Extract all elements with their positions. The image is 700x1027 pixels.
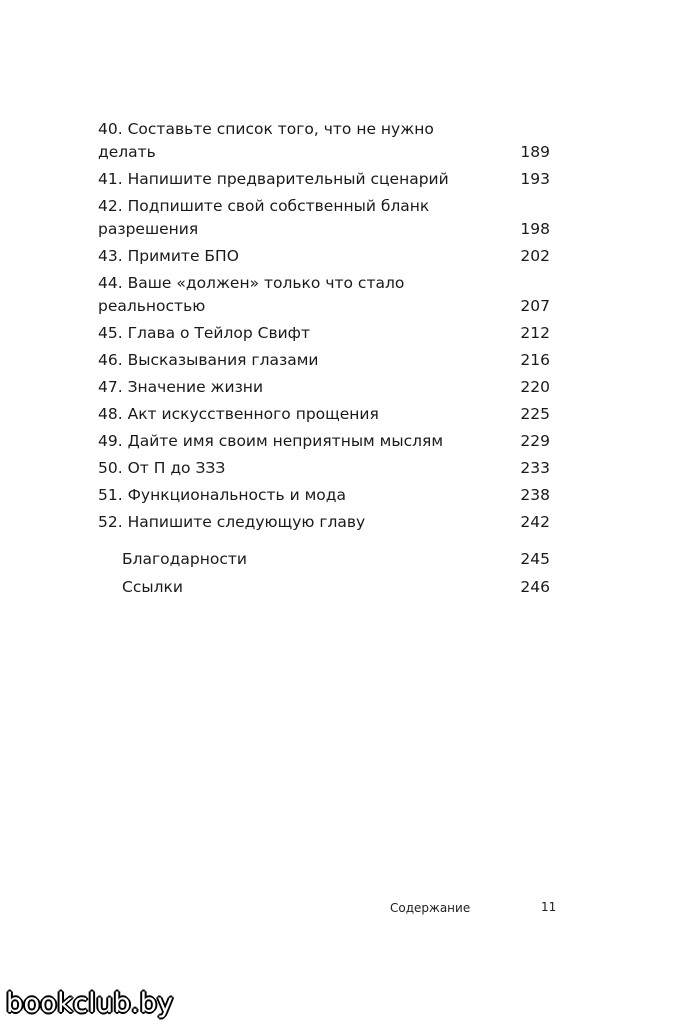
toc-entry-number: 42. (98, 197, 123, 215)
toc-entry-page: 233 (520, 459, 550, 477)
toc-entry-40 (98, 118, 550, 164)
toc-entry-46 (98, 349, 550, 372)
toc-entry-page: 193 (520, 170, 550, 188)
toc-entry-52 (98, 511, 550, 534)
toc-entry-title: Ссылки (122, 578, 183, 596)
toc-entry-41 (98, 168, 550, 191)
toc-entry-title: Составьте список того, что не нужно (127, 120, 434, 138)
running-footer-page-number: 11 (541, 900, 557, 914)
toc-entry-47 (98, 376, 550, 399)
toc-entry-title: Дайте имя своим неприятным мыслям (127, 432, 444, 450)
toc-entry-43 (98, 245, 550, 268)
toc-entry-title: От П до ЗЗЗ (127, 459, 226, 477)
toc-entry-references (98, 576, 550, 599)
toc-entry-page: 246 (520, 578, 550, 596)
toc-entry-title: Значение жизни (127, 378, 264, 396)
toc-entry-number: 50. (98, 459, 123, 477)
toc-entry-page: 242 (520, 513, 550, 531)
toc-entry-number: 40. (98, 120, 123, 138)
toc-entry-page: 238 (520, 486, 550, 504)
toc-entry-42 (98, 195, 550, 241)
toc-entry-45 (98, 322, 550, 345)
toc-entry-page: 198 (520, 220, 550, 238)
toc-entry-number: 51. (98, 486, 123, 504)
toc-entry-title: Функциональность и мода (127, 486, 347, 504)
table-of-contents (98, 118, 550, 599)
toc-entry-title: Высказывания глазами (127, 351, 319, 369)
toc-entry-title: Примите БПО (127, 247, 239, 265)
toc-entry-page: 220 (520, 378, 550, 396)
toc-entry-48 (98, 403, 550, 426)
site-watermark: bookclub.by (6, 988, 174, 1019)
toc-entry-title: Глава о Тейлор Свифт (127, 324, 310, 342)
toc-entry-page: 225 (520, 405, 550, 423)
toc-entry-page: 207 (520, 297, 550, 315)
toc-entry-50 (98, 457, 550, 480)
toc-entry-number: 52. (98, 513, 123, 531)
toc-entry-number: 41. (98, 170, 123, 188)
toc-entry-title: Напишите предварительный сценарий (127, 170, 449, 188)
toc-entry-number: 43. (98, 247, 123, 265)
toc-entry-49 (98, 430, 550, 453)
toc-entry-page: 212 (520, 324, 550, 342)
toc-entry-page: 216 (520, 351, 550, 369)
toc-entry-title: Благодарности (122, 550, 247, 568)
toc-entry-page: 202 (520, 247, 550, 265)
toc-entry-number: 48. (98, 405, 123, 423)
toc-entry-number: 45. (98, 324, 123, 342)
toc-entry-title: Напишите следующую главу (127, 513, 366, 531)
running-footer-section: Содержание (390, 901, 471, 915)
toc-entry-44 (98, 272, 550, 318)
toc-entry-number: 46. (98, 351, 123, 369)
toc-entry-acknowledgements (98, 548, 550, 571)
toc-entry-page: 245 (520, 550, 550, 568)
toc-entry-number: 49. (98, 432, 123, 450)
toc-entry-page: 189 (520, 143, 550, 161)
toc-entry-number: 44. (98, 274, 123, 292)
toc-entry-title-continued: реальностью (98, 297, 206, 315)
toc-entry-title: Акт искусственного прощения (127, 405, 379, 423)
toc-entry-title: Подпишите свой собственный бланк (127, 197, 430, 215)
toc-entry-51 (98, 484, 550, 507)
toc-entry-title-continued: разрешения (98, 220, 199, 238)
toc-entry-title: Ваше «должен» только что стало (127, 274, 405, 292)
toc-entry-number: 47. (98, 378, 123, 396)
toc-entry-page: 229 (520, 432, 550, 450)
toc-entry-title-continued: делать (98, 143, 156, 161)
